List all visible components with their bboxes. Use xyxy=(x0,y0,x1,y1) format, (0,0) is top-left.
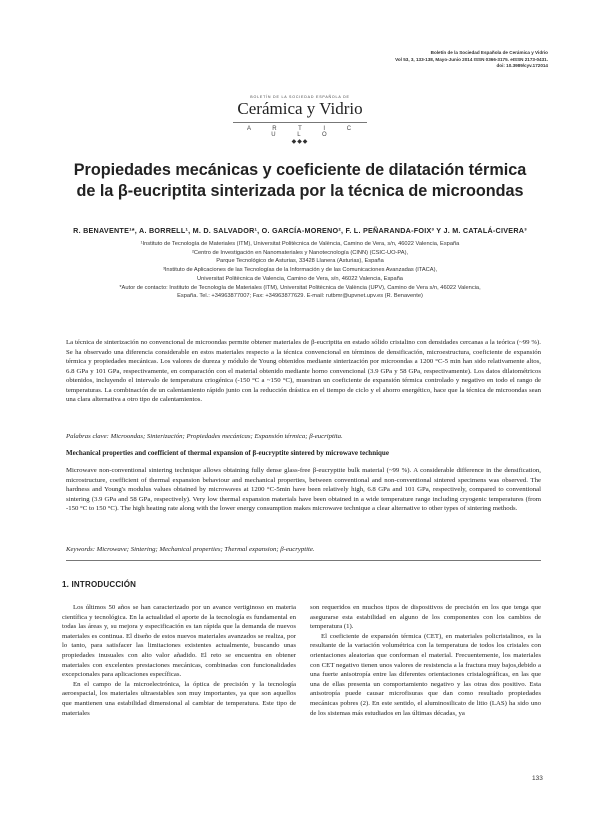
affiliation-line: Parque Tecnológico de Asturias, 33428 Llanera (Asturias), España xyxy=(216,258,384,265)
keywords-english: Keywords: Microwave; Sintering; Mechanical properties; Thermal expansion; β-eucryptite. xyxy=(66,546,315,553)
article-title xyxy=(40,160,560,202)
affiliation-line: *Autor de contacto: Instituto de Tecnología de Materiales (ITM), Universitat Politècnica de València (UPV), Camino de Vera s/n, 46022 Valencia, xyxy=(119,284,481,291)
affiliation-line: ²Centro de Investigación en Nanomateriales y Nanotecnología (CINN) (CSIC-UO-PA), xyxy=(191,249,409,256)
affiliation-line: ³Instituto de Aplicaciones de las Tecnologías de la Información y de las Comunicaciones Avanzadas (ITACA), xyxy=(162,267,438,274)
journal-doi: doi: 10.3989/cyv.172014 xyxy=(496,63,548,69)
body-column-right xyxy=(310,603,541,718)
authors: R. BENAVENTE¹*, A. BORRELL¹, M. D. SALVADOR¹, O. GARCÍA-MORENO², F. L. PEÑARANDA-FOIX³ Y J. M. CATALÁ-CIVERA³ xyxy=(73,226,527,235)
abstract-divider xyxy=(66,560,541,561)
masthead-section: A R T I C U L O xyxy=(233,122,367,138)
journal-info xyxy=(395,50,548,70)
abstract-english: Microwave non-conventional sintering technique allows obtaining fully dense glass-free β-eucryptite bulk material (~99 %). A considerable difference in the densification, microstructure, coefficient of thermal expansion behaviour and mechanical properties, between conventional and non-conventional sintered specimens was observed. The hardness and Young's modulus values obtained by microwaves at 1200 °C-5min have been relatively high, 6.8 GPa and 101 GPa, respectively, compared to conventional sintering (3.9 GPa and 58 GPa, respectively). Very low thermal expansion materials have been obtained in a wide temperature range including cryogenic temperatures (from -150 °C to 150 °C). The high heating rate along with the lower energy consumption makes microwave technique a clear alternative to other types of sintering methods. xyxy=(66,467,541,513)
journal-name: Boletín de la Sociedad Española de Cerámica y Vidrio xyxy=(430,50,548,55)
body-column-left xyxy=(62,603,296,718)
journal-masthead xyxy=(233,95,367,145)
affiliation-line: España. Tel.: +34963877007; Fax: +34963877629. E-mail: rutbmr@upvnet.upv.es (R. Benavente) xyxy=(177,293,423,300)
article-title-line2: de la β-eucriptita sinterizada por la técnica de microondas xyxy=(76,182,524,200)
journal-volume: Vol 53, 3, 133-138, Mayo-Junio 2014 ISSN 0366-3175. eISSN 2173-0431. xyxy=(395,56,548,62)
body-paragraph: En el campo de la microelectrónica, la óptica de precisión y la tecnología aeroespacial, los materiales ultraestables son muy importantes, ya que son aquellos que mantienen una estabilidad dimensional al cambiar de temperatura. Este tipo de materiales xyxy=(62,680,296,717)
affiliation-line: Universitat Politècnica de Valencia, Camino de Vera, s/n, 46022 Valencia, España xyxy=(197,275,403,282)
masthead-kicker: BOLETÍN DE LA SOCIEDAD ESPAÑOLA DE xyxy=(250,95,350,99)
masthead-diamonds: ◆◆◆ xyxy=(291,139,309,145)
body-paragraph: El coeficiente de expansión térmica (CET), en materiales policristalinos, es la resultante de la variación volumétrica con la temperatura de todos los cristales con orientaciones aleatorias que conforman el material. Frecuentemente, los materiales con CET negativo tienen unos valores de resistencia a la fractura muy bajos,debido a una fuerte anisotropía entre las diferentes orientaciones cristalográficas, en las que una de ellas presenta un comportamiento negativo y las otras dos positivo. Esta anisotropía puede causar microfisuras que dan como resultado propiedades mecánicas pobres (2). En este sentido, el aluminosilicato de litio (LAS) ha sido uno de los sistemas más estudiados en las últimas décadas, ya xyxy=(310,632,541,717)
section-heading: 1. INTRODUCCIÓN xyxy=(62,580,137,589)
affiliation-line: ¹Instituto de Tecnología de Materiales (ITM), Universitat Politècnica de València, Camino de Vera, s/n, 46022 Valencia, España xyxy=(140,241,460,247)
body-paragraph: son requeridos en muchos tipos de dispositivos de precisión en los que tenga que asegurarse esta estabilidad en alguno de los componentes con los cambios de temperatura (1). xyxy=(310,604,541,631)
article-title-line1: Propiedades mecánicas y coeficiente de dilatación térmica xyxy=(73,161,527,179)
english-title: Mechanical properties and coefficient of thermal expansion of β-eucryptite sintered by microwave technique xyxy=(66,449,389,457)
affiliations xyxy=(40,240,560,301)
body-paragraph: Los últimos 50 años se han caracterizado por un avance vertiginoso en materia científica y tecnológica. En la actualidad el aporte de la tecnología es fundamental en todas las áreas y, su mejora y especificación es tan rápida que la demanda de nuevos materiales es continua. El diseño de estos nuevos materiales avanzados se realiza, por lo tanto, para satisfacer las limitaciones existentes actualmente, buscando unas propiedades inusuales con alto valor añadido. El reto se encuentra en obtener materiales con excelentes prestaciones mecánicas, combinadas con funcionalidades excepcionales para aplicaciones específicas. xyxy=(62,604,296,679)
abstract-spanish: La técnica de sinterización no convencional de microondas permite obtener materiales de β-eucriptita en estado sólido cristalino con densidades cercanas a la teórica (~99 %). Se ha observado una diferencia considerable en estos materiales respecto a la técnica convencional en términos de densificación, microestructura, coeficiente de expansión térmica y propiedades mecánicas. Los valores de dureza y módulo de Young obtenidos mediante sinterización por microondas a 1200 °C-5 min han sido relativamente altos, 6.8 GPa y 101 GPa, respectivamente, en comparación con el material obtenido mediante horno convencional (3.9 GPa y 58 GPa, respectivamente). Los datos dilatométricos obtenidos, incluyendo el intervalo de temperatura criogénica (-150 °C a ~150 °C), muestran un coeficiente de expansión térmica controlado y negativo en todo el rango de temperaturas. La combinación de un calentamiento rápido junto con la reducción drástica en el tiempo de ciclo y el ahorro energético, hace que la técnica de microondas sean una clara alternativa a otro tipo de calentamientos. xyxy=(66,339,541,404)
keywords-spanish: Palabras clave: Microondas; Sinterización; Propiedades mecánicas; Expansión térmica; β-eucriptita. xyxy=(66,433,343,440)
masthead-title: Cerámica y Vidrio xyxy=(237,99,363,118)
page-number: 133 xyxy=(532,775,543,782)
